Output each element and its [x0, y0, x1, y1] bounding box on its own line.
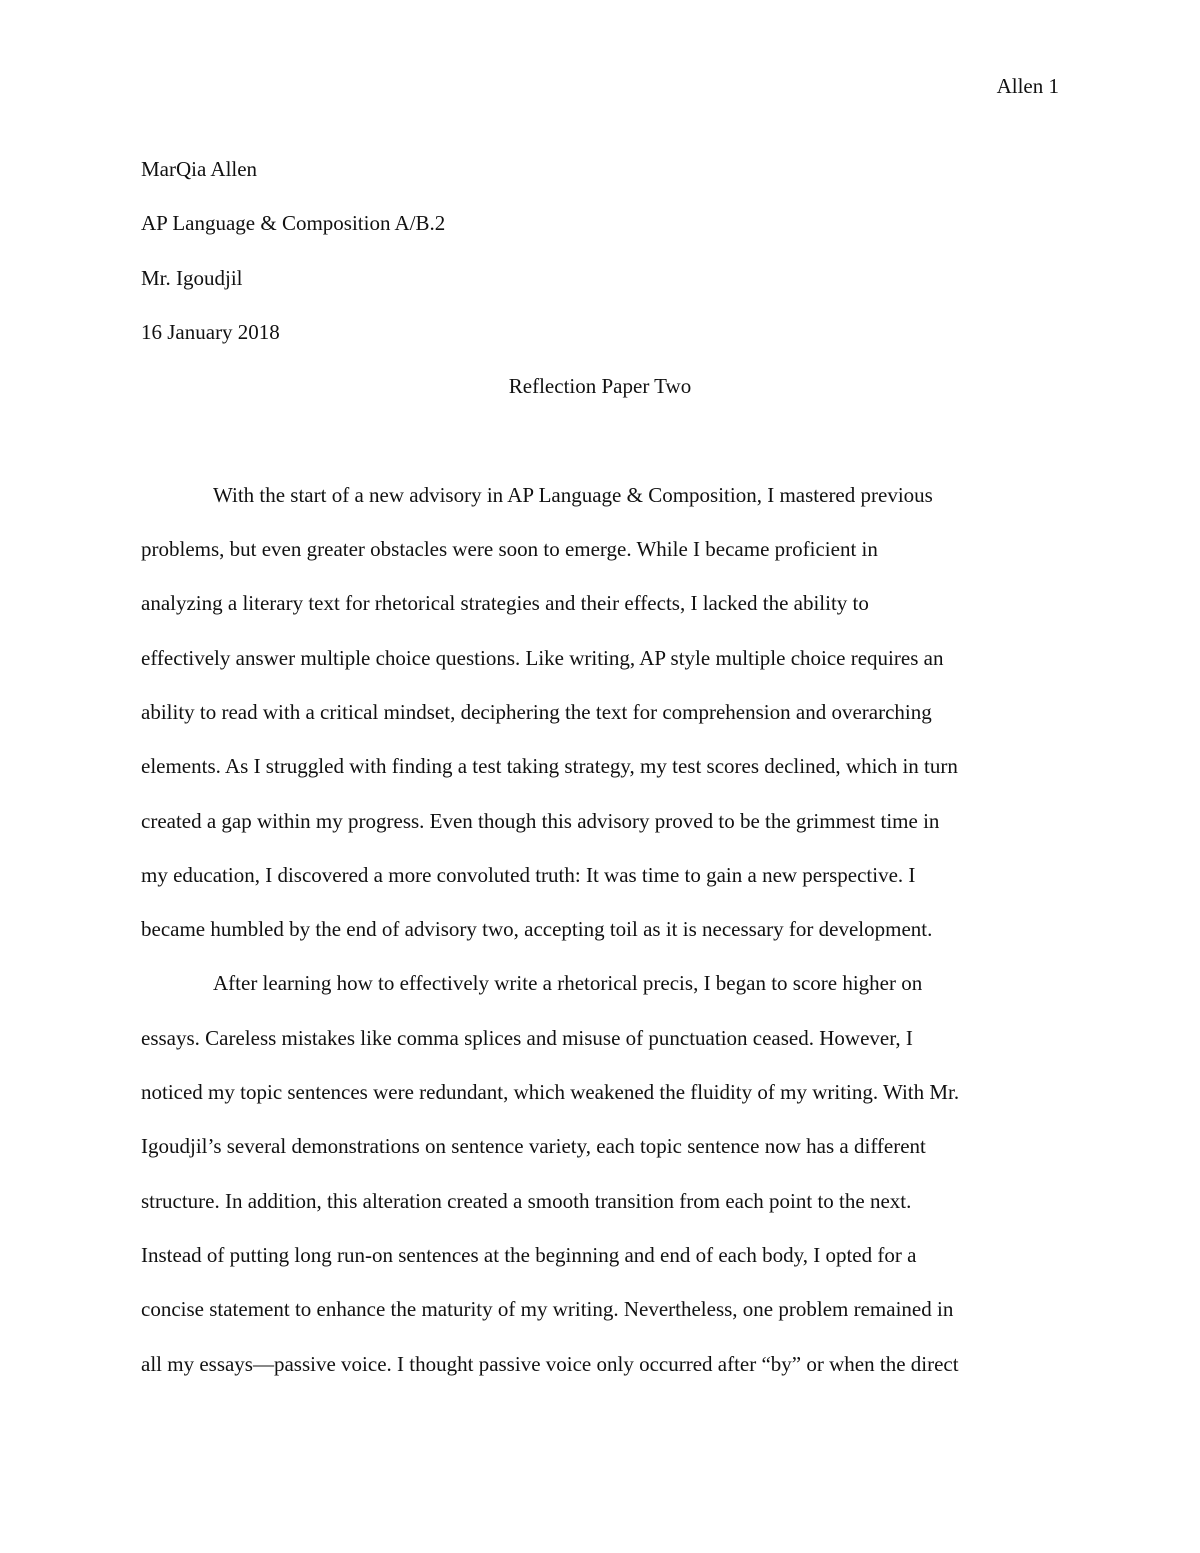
paragraph-line: structure. In addition, this alteration created a smooth transition from each point to the next.: [141, 1188, 912, 1213]
paragraph-line: concise statement to enhance the maturity of my writing. Nevertheless, one problem remained in: [141, 1297, 954, 1322]
paragraph-line: Igoudjil’s several demonstrations on sentence variety, each topic sentence now has a different: [141, 1134, 926, 1159]
document-body: [141, 142, 1059, 1391]
paragraph-line: essays. Careless mistakes like comma splices and misuse of punctuation ceased. However, I: [141, 1025, 913, 1050]
paragraph-line: all my essays—passive voice. I thought passive voice only occurred after “by” or when the direct: [141, 1351, 959, 1376]
paragraph-line: problems, but even greater obstacles were soon to emerge. While I became proficient in: [141, 537, 878, 562]
paragraph-line: became humbled by the end of advisory two, accepting toil as it is necessary for development.: [141, 917, 933, 942]
paragraph-1: [141, 468, 1059, 957]
instructor-name: Mr. Igoudjil: [141, 265, 243, 290]
paragraph-line: ability to read with a critical mindset, deciphering the text for comprehension and overarching: [141, 699, 932, 724]
document-date: 16 January 2018: [141, 319, 280, 344]
running-head: Allen 1: [996, 74, 1059, 98]
paragraph-line: elements. As I struggled with finding a test taking strategy, my test scores declined, which in turn: [141, 754, 958, 779]
course-name: AP Language & Composition A/B.2: [141, 211, 446, 236]
paragraph-line: effectively answer multiple choice questions. Like writing, AP style multiple choice requires an: [141, 645, 944, 670]
paragraph-line: created a gap within my progress. Even though this advisory proved to be the grimmest time in: [141, 808, 940, 833]
student-name: MarQia Allen: [141, 157, 258, 181]
paragraph-line: noticed my topic sentences were redundant, which weakened the fluidity of my writing. With Mr.: [141, 1080, 960, 1105]
paragraph-line: Instead of putting long run-on sentences at the beginning and end of each body, I opted for a: [141, 1242, 917, 1267]
paragraph-line: After learning how to effectively write a rhetorical precis, I began to score higher on: [213, 971, 923, 996]
paragraph-line: my education, I discovered a more convoluted truth: It was time to gain a new perspective. I: [141, 862, 916, 887]
paper-title: Reflection Paper Two: [508, 374, 692, 399]
paragraph-line: With the start of a new advisory in AP Language & Composition, I mastered previous: [213, 482, 933, 507]
blank-line: [141, 413, 1059, 467]
paragraph-2: [141, 956, 1059, 1390]
paragraph-line: analyzing a literary text for rhetorical strategies and their effects, I lacked the ability to: [141, 591, 869, 616]
